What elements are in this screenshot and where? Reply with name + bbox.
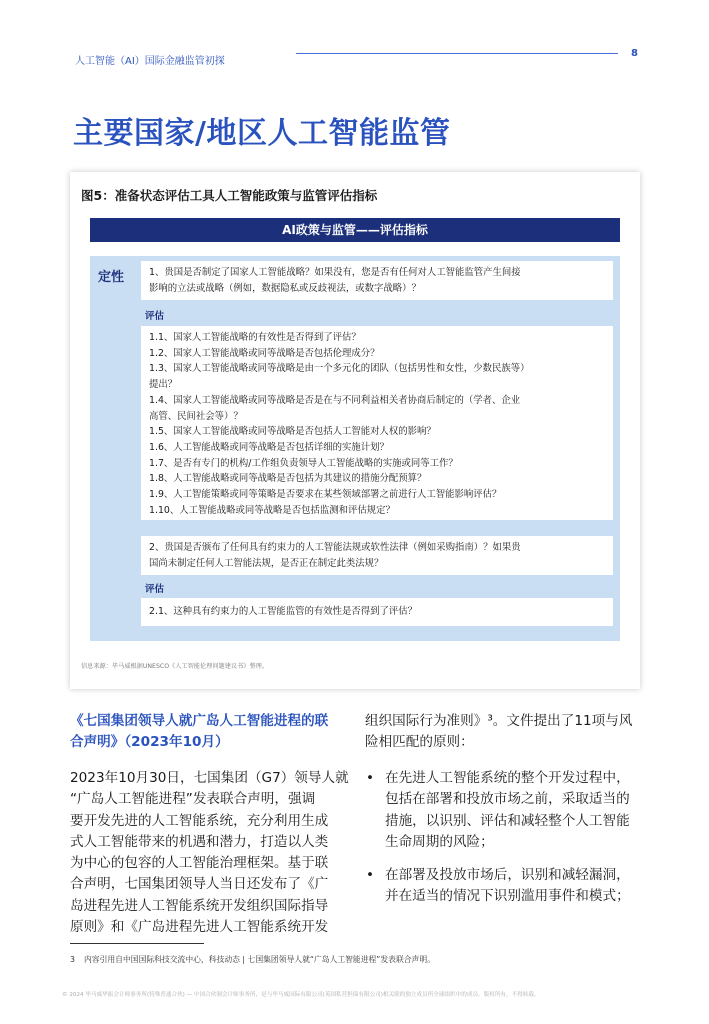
assessment-item: 1.9、人工智能策略或同等策略是否要求在某些领域部署之前进行人工智能影响评估？ (149, 489, 502, 501)
copyright-notice: © 2024 毕马威华振会计师事务所(特殊普通合伙) — 中国合伙制会计师事务所，是与毕马威国际有限公司(英国私营担保有限公司)相关联的独立成员所全球组织中的成员。版权所有，不得转载。 (62, 992, 540, 998)
footnote-text: 内容引用自中国国际科技交流中心，科技动态 | 七国集团领导人就“广岛人工智能进程”发表联合声明。 (84, 955, 435, 964)
body-line: 要开发先进的人工智能系统，充分利用生成 (70, 812, 329, 829)
subheading-line: 《七国集团领导人就广岛人工智能进程的联 (70, 713, 329, 729)
assessment-item: 1.3、国家人工智能战略或同等战略是由一个多元化的团队（包括男性和女性，少数民族等） (149, 363, 530, 375)
question-1-box (141, 261, 613, 300)
bullet-line: 并在适当的情况下识别滥用事件和模式； (385, 888, 630, 905)
assessment-item: 1.5、国家人工智能战略或同等战略是否包括人工智能对人权的影响？ (149, 426, 436, 438)
body-line: 岛进程先进人工智能系统开发组织国际指导 (70, 897, 329, 914)
assessment-item: 提出？ (149, 379, 178, 391)
section-subheading (70, 711, 328, 754)
body-line: “广岛人工智能进程”发表联合声明，强调 (70, 791, 316, 808)
body-line: 2023年10月30日，七国集团（G7）领导人就 (70, 770, 349, 786)
bullet-line: 措施，以识别、评估和减轻整个人工智能 (385, 812, 630, 829)
body-line: 式人工智能带来的机遇和潜力，打造以人类 (70, 833, 329, 850)
list-item (365, 865, 630, 908)
question-1-assessment-box (141, 326, 613, 520)
assessment-item: 2.1、这种具有约束力的人工智能监管的有效性是否得到了评估？ (149, 606, 418, 617)
question-1-line: 1、贵国是否制定了国家人工智能战略？如果没有，您是否有任何对人工智能监管产生间接 (149, 267, 521, 278)
assessment-item: 1.2、国家人工智能战略或同等战略是否包括伦理成分？ (149, 347, 380, 359)
bullet-line: 在部署及投放市场后，识别和减轻漏洞， (385, 867, 630, 884)
bullet-icon: • (366, 770, 375, 786)
assessment-item: 1.4、国家人工智能战略或同等战略是否是在与不同利益相关者协商后制定的（学者、企业 (149, 394, 521, 406)
right-intro-paragraph (365, 711, 632, 754)
header-rule (296, 53, 618, 54)
bullet-icon: • (366, 867, 375, 884)
figure-source: 信息来源：毕马威根据UNESCO《人工智能伦理问题建议书》整理。 (81, 663, 269, 670)
assessment-label: 评估 (145, 584, 165, 595)
body-line: 组织国际行为准则》³。文件提出了11项与风 (365, 713, 633, 729)
qualitative-label: 定性 (98, 270, 125, 285)
principles-list (365, 768, 630, 920)
assessment-panel (90, 256, 620, 641)
body-line: 险相匹配的原则： (365, 734, 474, 751)
page-title: 主要国家/地区人工智能监管 (73, 116, 451, 151)
page-number: 8 (631, 48, 638, 59)
list-item (365, 768, 630, 853)
bullet-line: 在先进人工智能系统的整个开发过程中， (385, 770, 630, 786)
body-line: 原则》和《广岛进程先进人工智能系统开发 (70, 919, 329, 936)
bullet-line: 生命周期的风险； (385, 833, 494, 850)
body-line: 为中心的包容的人工智能治理框架。基于联 (70, 855, 329, 872)
left-body-paragraph (70, 768, 349, 938)
footnote (70, 954, 435, 965)
assessment-item: 1.8、人工智能战略或同等战略是否包括为其建议的措施分配预算？ (149, 473, 427, 485)
footnote-number: 3 (70, 955, 75, 964)
assessment-item: 1.6、人工智能战略或同等战略是否包括详细的实施计划？ (149, 441, 389, 453)
assessment-item: 1.10、人工智能战略或同等战略是否包括监测和评估规定？ (149, 504, 395, 516)
bullet-line: 包括在部署和投放市场之前，采取适当的 (385, 791, 630, 808)
running-title: 人工智能（AI）国际金融监管初探 (75, 56, 225, 67)
question-2-line: 2、贵国是否颁布了任何具有约束力的人工智能法规或软性法律（例如采购指南）？如果贵 (149, 542, 521, 553)
figure-banner: AI政策与监管——评估指标 (90, 218, 620, 242)
assessment-item: 1.1、国家人工智能战略的有效性是否得到了评估？ (149, 332, 361, 343)
question-1-line: 影响的立法或战略（例如，数据隐私或反歧视法，或数字战略）？ (149, 282, 421, 294)
question-2-line: 国尚未制定任何人工智能法规，是否正在制定此类法规？ (149, 557, 384, 569)
footnote-rule (70, 943, 204, 944)
assessment-item: 1.7、是否有专门的机构/工作组负责领导人工智能战略的实施或同等工作？ (149, 457, 458, 469)
assessment-label: 评估 (145, 311, 165, 322)
question-2-box (141, 536, 613, 575)
figure-title: 图5：准备状态评估工具人工智能政策与监管评估指标 (81, 188, 378, 203)
body-line: 合声明，七国集团领导人当日还发布了《广 (70, 876, 329, 893)
figure-5 (70, 172, 640, 689)
question-2-assessment-box (141, 598, 613, 626)
subheading-line: 合声明》（2023年10月） (70, 734, 229, 751)
assessment-item: 高管、民间社会等）？ (149, 410, 243, 422)
